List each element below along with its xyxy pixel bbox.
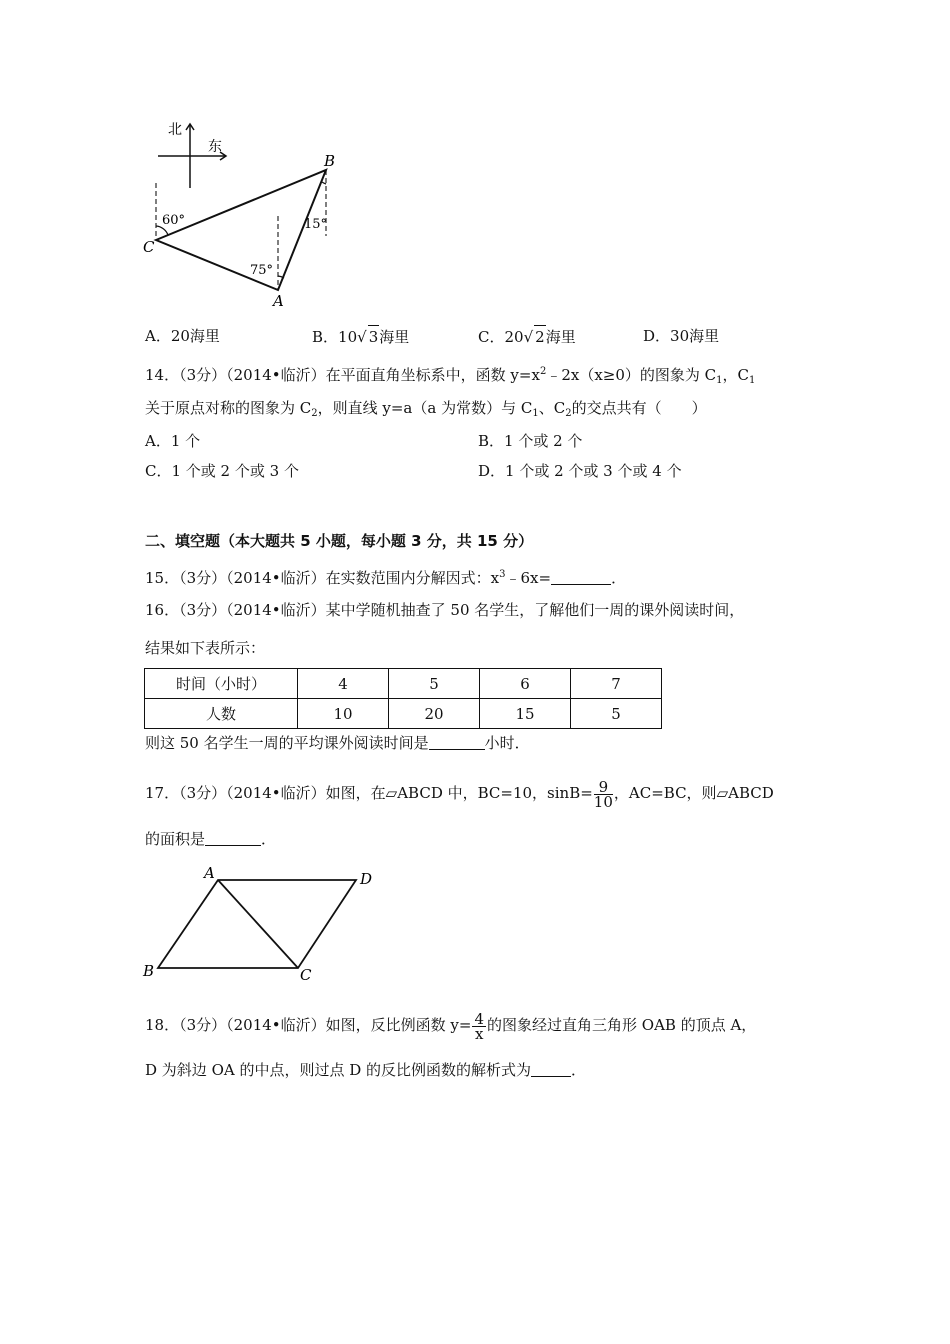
east-label: 东 bbox=[208, 139, 222, 155]
triangle-abc bbox=[156, 170, 326, 290]
table-cell: 7 bbox=[571, 669, 662, 699]
q13-option-d: D．30海里 bbox=[643, 327, 720, 345]
angle-c-label: 60° bbox=[162, 213, 186, 228]
q18-answer-blank[interactable] bbox=[531, 1062, 571, 1077]
table-cell: 6 bbox=[480, 669, 571, 699]
q17-stem-line1: 17．（3分）（2014•临沂）如图，在▱ABCD 中，BC=10，sinB= $\frac{9}{10}$ ，AC=BC，则▱ABCD bbox=[145, 777, 774, 811]
q17-fraction: $\frac{9}{10}$ bbox=[593, 777, 613, 811]
table-header-time: 时间（小时） bbox=[145, 669, 298, 699]
angle-b-label: 15° bbox=[304, 217, 328, 232]
point-d-label: D bbox=[360, 870, 373, 888]
q13-option-b: B．10√ 3海里 bbox=[312, 325, 409, 348]
q16-stem-line1: 16．（3分）（2014•临沂）某中学随机抽查了 50 名学生，了解他们一周的课外阅读时间， bbox=[145, 601, 745, 619]
q15-stem: 15．（3分）（2014•临沂）在实数范围内分解因式：$x^3﹣6x=$ ． bbox=[145, 569, 627, 587]
point-b-label: B bbox=[143, 962, 155, 980]
q14-option-b: B．1 个或 2 个 bbox=[478, 432, 583, 450]
q15-answer-blank[interactable] bbox=[551, 570, 611, 585]
q14-stem-line2: 关于原点对称的图象为 $C_2$，则直线 y=a（a 为常数）与 $C_1$、$C_2$的交点共有（ ） bbox=[145, 399, 707, 419]
point-a-label: A bbox=[273, 292, 284, 310]
table-cell: 4 bbox=[298, 669, 389, 699]
q18-stem-line2: D 为斜边 OA 的中点，则过点 D 的反比例函数的解析式为 ． bbox=[145, 1061, 587, 1079]
point-c-label: C bbox=[143, 238, 155, 256]
table-cell: 5 bbox=[571, 699, 662, 729]
point-a-label: A bbox=[204, 864, 215, 882]
table-header-count: 人数 bbox=[145, 699, 298, 729]
table-row bbox=[145, 669, 662, 699]
table-cell: 5 bbox=[389, 669, 480, 699]
q17-stem-line2: 的面积是 ． bbox=[145, 830, 277, 848]
q13-option-a: A．20海里 bbox=[145, 327, 220, 345]
q18-fraction: $\frac{4}{x}$ bbox=[474, 1009, 485, 1043]
point-b-label: B bbox=[324, 152, 336, 170]
q14-option-c: C．1 个或 2 个或 3 个 bbox=[145, 462, 299, 480]
parallelogram-icon: ▱ bbox=[385, 784, 398, 802]
q16-stem-line2: 结果如下表所示： bbox=[145, 639, 266, 657]
north-label: 北 bbox=[168, 122, 182, 138]
q18-stem-line1: 18．（3分）（2014•临沂）如图，反比例函数 y= $\frac{4}{x}$ 的图象经过直角三角形 OAB 的顶点 A， bbox=[145, 1009, 757, 1043]
table-cell: 20 bbox=[389, 699, 480, 729]
table-cell: 15 bbox=[480, 699, 571, 729]
q17-answer-blank[interactable] bbox=[205, 831, 261, 846]
q16-data-table bbox=[144, 668, 662, 729]
table-row bbox=[145, 699, 662, 729]
q16-question: 则这 50 名学生一周的平均课外阅读时间是 小时． bbox=[145, 734, 530, 752]
q16-answer-blank[interactable] bbox=[429, 735, 485, 750]
q17-parallelogram-figure bbox=[138, 862, 383, 984]
point-c-label: C bbox=[300, 966, 312, 984]
q14-option-d: D．1 个或 2 个或 3 个或 4 个 bbox=[478, 462, 682, 480]
q14-option-a: A．1 个 bbox=[145, 432, 201, 450]
table-cell: 10 bbox=[298, 699, 389, 729]
angle-a-label: 75° bbox=[250, 263, 274, 278]
parallelogram-icon: ▱ bbox=[716, 784, 729, 802]
diagonal-ac bbox=[218, 880, 298, 968]
q13-option-c: C．20√ 2海里 bbox=[478, 325, 576, 348]
section-2-heading: 二、填空题（本大题共 5 小题，每小题 3 分，共 15 分） bbox=[145, 532, 534, 550]
q14-stem-line1: 14．（3分）（2014•临沂）在平面直角坐标系中，函数 $y=x^2﹣2x(x\ge 0)$的图象为 $C_1$，$C_1$ bbox=[145, 366, 756, 386]
q13-navigation-figure bbox=[138, 118, 348, 310]
